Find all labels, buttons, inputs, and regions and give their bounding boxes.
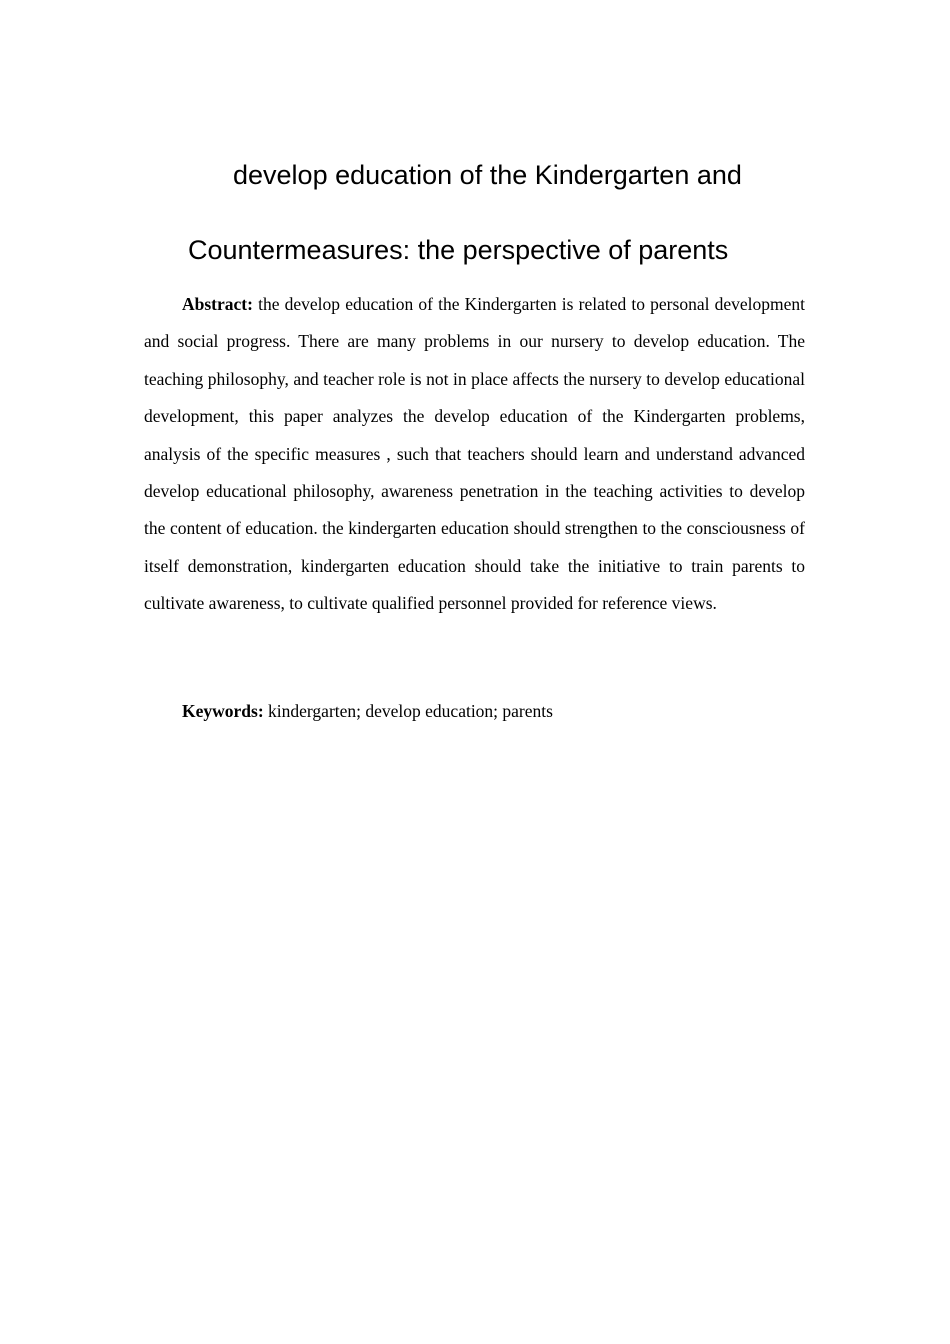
keywords-label: Keywords:: [182, 701, 264, 721]
keywords-paragraph: [144, 693, 805, 730]
abstract-label: Abstract:: [182, 294, 253, 314]
abstract-paragraph: [144, 286, 805, 623]
abstract-text: the develop education of the Kindergarten is related to personal development and social progress. There are many problems in our nursery to develop education. The teaching philosophy, and teacher role is not in place affects the nursery to develop educational development, this paper analyzes the develop education of the Kindergarten problems, analysis of the specific measures , such that teachers should learn and understand advanced develop educational philosophy, awareness penetration in the teaching activities to develop the content of education. the kindergarten education should strengthen to the consciousness of itself demonstration, kindergarten education should take the initiative to train parents to cultivate awareness, to cultivate qualified personnel provided for reference views.: [144, 294, 805, 614]
document-title-line-1: develop education of the Kindergarten and: [233, 160, 742, 190]
keywords-text: kindergarten; develop education; parents: [268, 701, 553, 721]
document-title-line-2: Countermeasures: the perspective of parents: [188, 235, 729, 265]
